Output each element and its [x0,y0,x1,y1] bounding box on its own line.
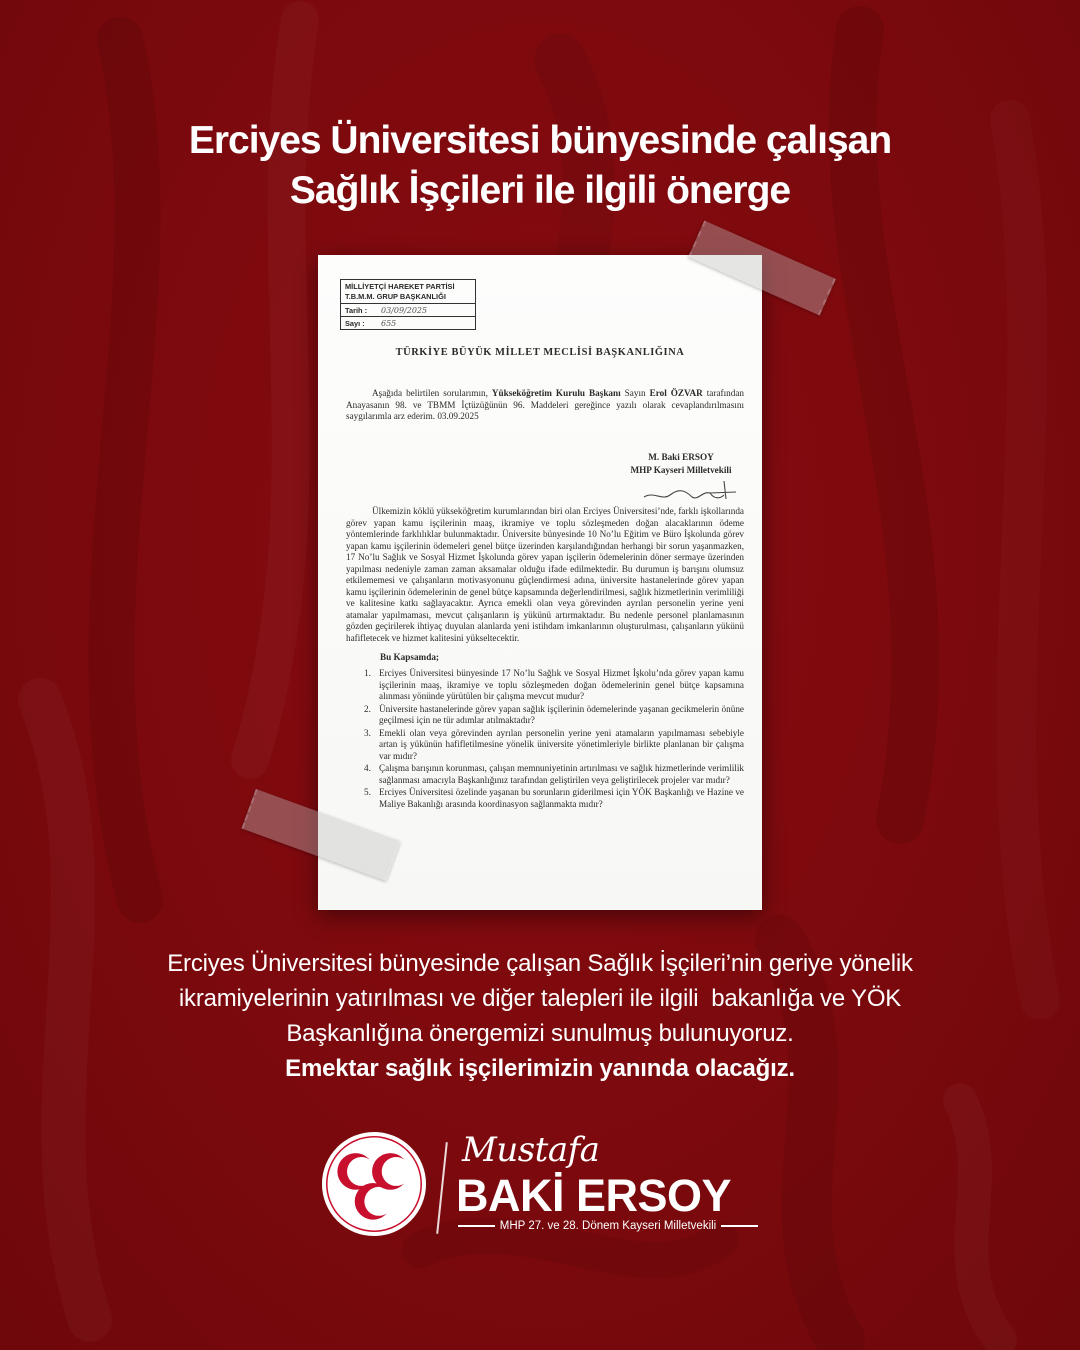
question-number: 1. [364,668,371,678]
intro-mid: Sayın [620,388,650,398]
stamp-number-label: Sayı : [345,318,365,328]
document-main [346,506,744,811]
post-text-line-3: Başkanlığına önergemizi sunulmuş bulunuyoruz. [286,1020,794,1047]
motion-document [318,255,762,910]
question-text: Üniversite hastanelerinde görev yapan sağlık işçilerinin ödemelerinde yaşanan gecikmelerin önüne geçilmesi için ne tür adımlar atılmaktadır? [379,703,744,725]
signatory-title: MHP Kayseri Milletvekili [630,464,732,475]
document-intro [346,388,744,423]
question-list [364,668,744,810]
title-line-2: Sağlık İşçileri ile ilgili önerge [289,169,791,212]
question-number: 2. [364,703,371,714]
question-number: 3. [364,727,371,738]
question-item [364,787,744,810]
question-item [364,668,744,703]
subtitle-rule-left [458,1225,495,1227]
post-text-line-1: Erciyes Üniversitesi bünyesinde çalışan Sağlık İşçileri’nin geriye yönelik [167,950,913,977]
intro-name: Erol ÖZVAR [649,388,703,398]
question-text: Emekli olan veya görevinden ayrılan personelin yerine yeni atamaların yapılmaması sebebiyle artan iş yükünün hafifletilmesine yönelik üniversite yönetimleriyle birlikte planlanan bir çalışma var mıdır? [379,727,744,761]
signatory-name: M. Baki ERSOY [648,452,714,462]
question-item [364,704,744,727]
stamp-number-value: 655 [381,318,397,328]
stamp-party: MİLLİYETÇİ HAREKET PARTİSİ [345,282,455,291]
question-text: Çalışma barışının korunması, çalışan memnuniyetinin artırılması ve sağlık hizmetlerinde verimlilik sağlanması amacıyla Başkanlığınız tarafından geliştirilen veya geliştirilecek projeler var mıdır? [379,763,744,785]
question-text: Erciyes Üniversitesi özelinde yaşanan bu sorunların giderilmesi için YÖK Başkanlığı ve Hazine ve Maliye Bakanlığı arasında koordinasyon sağlanmakta mıdır? [379,787,744,809]
intro-pre: Aşağıda belirtilen sorularımın, [372,388,492,398]
post-text-line-2: ikramiyelerinin yatırılması ve diğer talepleri ile ilgili bakanlığa ve YÖK [178,985,902,1012]
stamp-number-row [341,316,475,329]
document-body: Ülkemizin köklü yükseköğretim kurumlarından biri olan Erciyes Üniversitesi’nde, farklı işkollarında görev yapan kamu işçilerinin maaş, ikramiye ve toplu sözleşmeden doğan alacaklarının ödeme yöntemlerinde farklılıklar bulunmaktadır. Üniversite bünyesinde 10 No’lu Eğitim ve Büro İşkolunda görev yapan kamu işçilerinin ödemeleri genel bütçe üzerinden karşılandığından herhangi bir sorun yaşanmazken, 17 No’lu Sağlık ve Sosyal Hizmet İşkolunda görev yapan işçilerin ödemelerinin döner sermaye üzerinden yapılması nedeniyle zaman zaman aksamalar olduğu ifade edilmektedir. Bu durumun iş barışını olumsuz etkilememesi ve çalışanların motivasyonunu güçlendirmesi adına, üniversite hastanelerinde görev yapan kamu işçilerinin ödemelerinin de genel bütçe kapsamında değerlendirilmesi, sağlık hizmetlerinin verimliliği ve kalitesine katkı sağlayacaktır. Ayrıca emekli olan veya görevinden ayrılan personelin yerine yeni atamalar yapılmaması, mevcut çalışanların iş yükünü artırmaktadır. Bu nedenle personel planlamasının gözden geçirilerek ihtiyaç duyulan alanlarda yeni istihdam imkanlarının oluşturulması, çalışanların yükünü hafifletecek ve hizmet kalitesini yükseltecektir. [346,506,744,643]
question-item [364,728,744,763]
brand-subtitle: MHP 27. ve 28. Dönem Kayseri Milletvekili [499,1220,717,1232]
stamp-date-value: 03/09/2025 [381,305,428,315]
registration-stamp [340,279,476,330]
scope-heading: Bu Kapsamda; [380,652,439,662]
three-crescents-icon [321,1131,427,1237]
document-heading: TÜRKİYE BÜYÜK MİLLET MECLİSİ BAŞKANLIĞINA [395,347,685,358]
question-text: Erciyes Üniversitesi bünyesinde 17 No’lu Sağlık ve Sosyal Hizmet İşkolu’nda görev yapan kamu işçilerinin maaş, ikramiye ve toplu sözleşmeden doğan ödemelerinin genel bütçe kapsamına alınması yönünde yürütülen bir çalışma mevcut mudur? [379,668,744,701]
brand-name: BAKİ ERSOY [456,1170,732,1221]
question-number: 5. [364,787,371,797]
stamp-date-label: Tarih : [345,305,368,315]
brand-first-name-script: Mustafa [462,1130,600,1170]
subtitle-rule-right [721,1225,758,1227]
intro-post: tarafından Anayasanın 98. ve TBMM İçtüzüğünün 96. Maddeleri gereğince yazılı olarak cevaplandırılmasını saygılarımla arz ederim. 03.09.2025 [346,388,744,421]
signatory-block [616,451,746,476]
post-closing-line: Emektar sağlık işçilerimizin yanında olacağız. [285,1055,795,1082]
brand-subtitle-row [458,1220,758,1232]
signature-scribble [640,477,744,507]
title-line-1: Erciyes Üniversitesi bünyesinde çalışan [188,119,892,162]
intro-office: Yükseköğretim Kurulu Başkanı [491,388,621,398]
stamp-date-row [341,304,475,316]
stamp-office: T.B.M.M. GRUP BAŞKANLIĞI [345,291,446,301]
stamp-header [341,280,475,304]
question-item [364,763,744,786]
question-number: 4. [364,763,371,773]
